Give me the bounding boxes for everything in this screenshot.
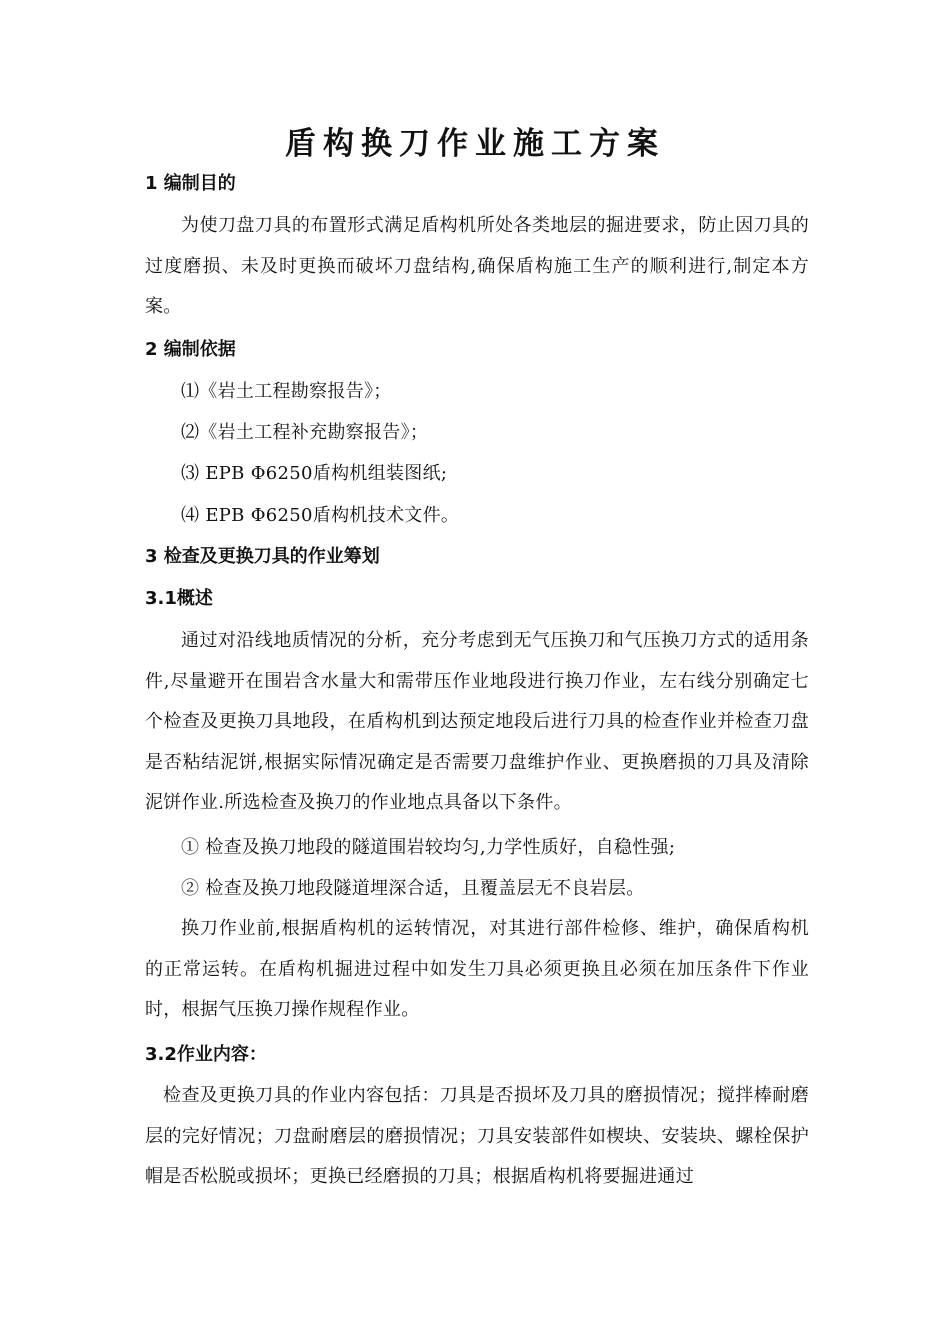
condition-item: ② 检查及换刀地段隧道埋深合适，且覆盖层无不良岩层。 <box>181 878 645 899</box>
reference-item: ⑶ EPB Φ6250盾构机组装图纸; <box>181 463 448 484</box>
subsection-3-2-heading: 3.2作业内容： <box>145 1044 267 1065</box>
section-2-heading: 2 编制依据 <box>145 339 236 360</box>
condition-item: ① 检查及换刀地段的隧道围岩较均匀,力学性质好，自稳性强; <box>181 837 676 858</box>
section-3-heading: 3 检查及更换刀具的作业筹划 <box>145 546 380 567</box>
subsection-3-2-body: 检查及更换刀具的作业内容包括：刀具是否损坏及刀具的磨损情况；搅拌棒耐磨层的完好情况；刀盘耐磨层的磨损情况；刀具安装部件如楔块、安装块、螺栓保护帽是否松脱或损坏；更换已经磨损的刀具；根据盾构机将要掘进通过 <box>145 1085 809 1187</box>
subsection-3-1-heading: 3.1概述 <box>145 588 213 609</box>
subsection-3-1-body: 通过对沿线地质情况的分析，充分考虑到无气压换刀和气压换刀方式的适用条件,尽量避开在围岩含水量大和需带压作业地段进行换刀作业，左右线分别确定七个检查及更换刀具地段，在盾构机到达预定地段后进行刀具的检查作业并检查刀盘是否粘结泥饼,根据实际情况确定是否需要刀盘维护作业、更换磨损的刀具及清除泥饼作业.所选检查及换刀的作业地点具备以下条件。 <box>145 630 809 813</box>
subsection-3-1-body-2: 换刀作业前,根据盾构机的运转情况，对其进行部件检修、维护，确保盾构机的正常运转。在盾构机掘进过程中如发生刀具必须更换且必须在加压条件下作业时，根据气压换刀操作规程作业。 <box>145 918 809 1020</box>
section-1-body: 为使刀盘刀具的布置形式满足盾构机所处各类地层的掘进要求，防止因刀具的过度磨损、未及时更换而破坏刀盘结构,确保盾构施工生产的顺利进行,制定本方案。 <box>145 215 809 317</box>
section-1-heading: 1 编制目的 <box>145 173 236 194</box>
reference-item: ⑴《岩土工程勘察报告》； <box>181 381 392 402</box>
reference-item: ⑷ EPB Φ6250盾构机技术文件。 <box>181 505 460 526</box>
document-title: 盾构换刀作业施工方案 <box>285 126 665 162</box>
reference-item: ⑵《岩土工程补充勘察报告》； <box>181 422 429 443</box>
